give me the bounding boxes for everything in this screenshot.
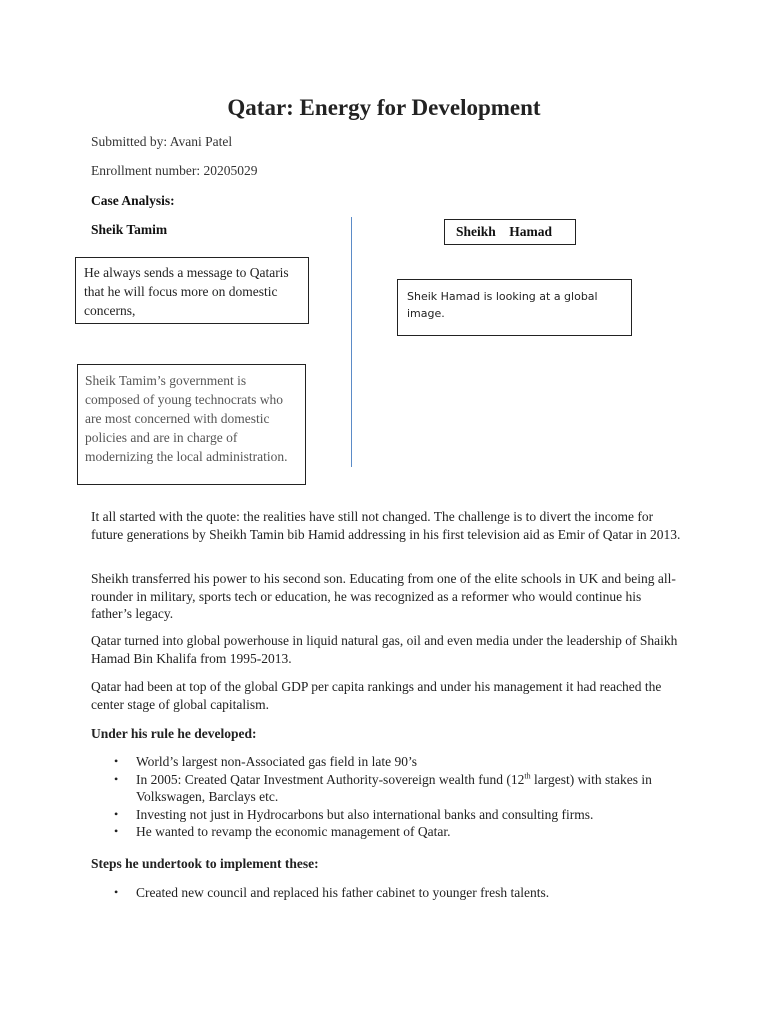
case-analysis-heading: Case Analysis: [91, 193, 175, 208]
list-item: • Investing not just in Hydrocarbons but also international banks and consulting firms. [114, 806, 594, 822]
page-title: Qatar: Energy for Development [227, 95, 541, 120]
paragraph-3: Qatar turned into global powerhouse in liquid natural gas, oil and even media under the leadership of Shaikh Hamad Bin Khalifa from 1995-2013. [91, 633, 678, 666]
paragraph-4: Qatar had been at top of the global GDP per capita rankings and under his management it had reached the center stage of global capitalism. [91, 679, 662, 712]
list-item: • World’s largest non-Associated gas field in late 90’s [114, 754, 417, 769]
steps-list [91, 884, 681, 902]
left-column-heading: Sheik Tamim [91, 222, 168, 237]
rule-heading: Under his rule he developed: [91, 726, 257, 741]
right-column-heading: Sheikh Hamad [444, 219, 576, 245]
tamim-message-box: He always sends a message to Qataris that he will focus more on domestic concerns, [75, 257, 309, 324]
bullet-icon: • [114, 806, 119, 821]
list-item: • He wanted to revamp the economic management of Qatar. [114, 824, 451, 839]
paragraph-2: Sheikh transferred his power to his second son. Educating from one of the elite schools in UK and being all-rounder in military, sports tech or education, he was recognized as a reformer who would continue his father’s legacy. [91, 571, 676, 621]
rule-list [91, 753, 681, 841]
bullet-icon: • [114, 754, 119, 768]
bullet-icon: • [114, 771, 119, 786]
hamad-global-box: Sheik Hamad is looking at a global image. [397, 279, 632, 336]
tamim-government-box: Sheik Tamim’s government is composed of young technocrats who are most concerned with domestic policies and are in charge of modernizing the local administration. [77, 364, 306, 485]
list-item: • Created new council and replaced his father cabinet to younger fresh talents. [114, 885, 550, 900]
column-divider [351, 217, 352, 467]
bullet-icon: • [114, 885, 119, 899]
bullet-icon: • [114, 824, 119, 838]
steps-heading: Steps he undertook to implement these: [91, 856, 319, 871]
list-item: • In 2005: Created Qatar Investment Authority-sovereign wealth fund (12th largest) with stakes in Volkswagen, Barclays etc. [114, 771, 652, 804]
submitted-by: Submitted by: Avani Patel [91, 134, 233, 149]
enrollment-number: Enrollment number: 20205029 [91, 163, 258, 178]
paragraph-1: It all started with the quote: the realities have still not changed. The challenge is to divert the income for future generations by Sheikh Tamin bib Hamid addressing in his first television aid as Emir of Qatar in 2013. [91, 509, 681, 542]
